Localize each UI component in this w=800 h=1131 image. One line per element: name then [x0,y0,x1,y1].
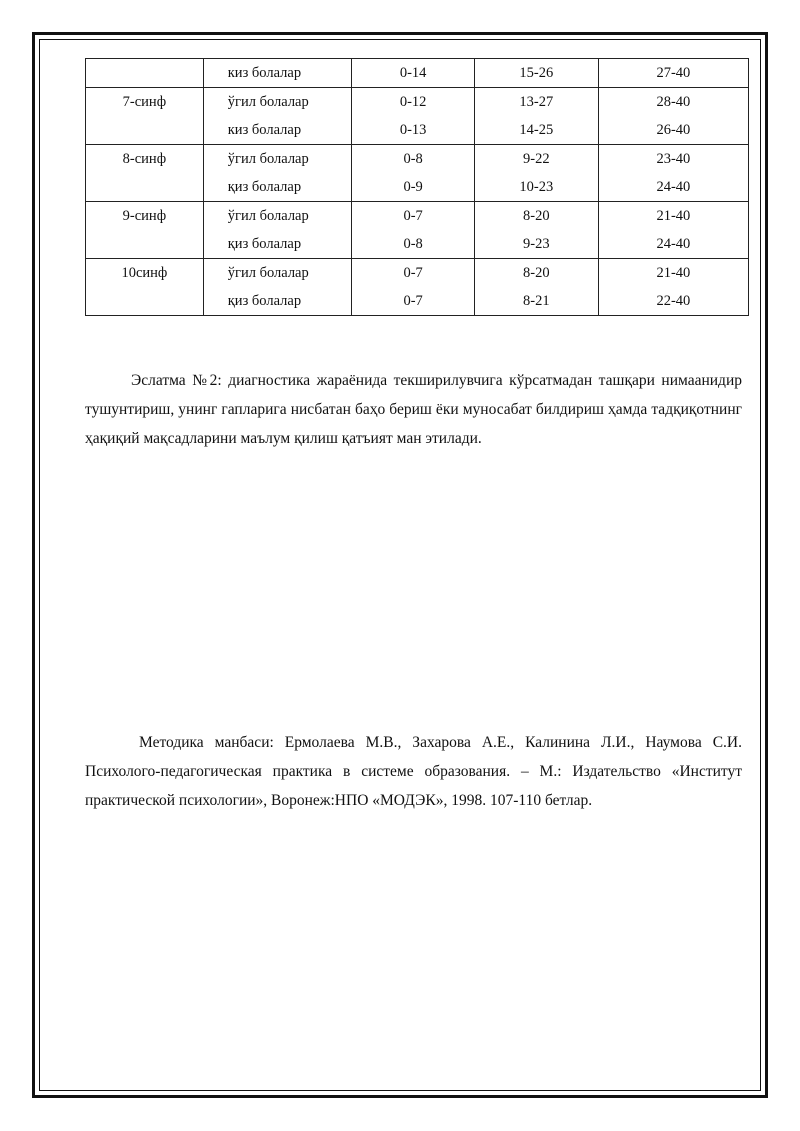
range-mid-cell: 8-21 [474,287,598,316]
range-high-cell: 21-40 [598,259,748,288]
range-mid-cell: 8-20 [474,202,598,231]
range-low-cell: 0-7 [352,202,475,231]
range-high-cell: 23-40 [598,145,748,174]
class-cell: 8-синф [86,145,204,174]
range-high-cell: 21-40 [598,202,748,231]
range-high-cell: 27-40 [598,59,748,88]
gender-cell: киз болалар [203,116,352,145]
range-low-cell: 0-7 [352,259,475,288]
range-high-cell: 28-40 [598,88,748,117]
range-low-cell: 0-8 [352,230,475,259]
range-high-cell: 24-40 [598,230,748,259]
range-low-cell: 0-13 [352,116,475,145]
range-mid-cell: 9-23 [474,230,598,259]
range-mid-cell: 9-22 [474,145,598,174]
range-low-cell: 0-8 [352,145,475,174]
range-low-cell: 0-7 [352,287,475,316]
table-row [86,259,749,288]
gender-cell: ўгил болалар [203,259,352,288]
table-row [86,145,749,174]
class-cell [86,116,204,145]
range-low-cell: 0-9 [352,173,475,202]
gender-cell: ўгил болалар [203,88,352,117]
class-cell [86,59,204,88]
table-row [86,59,749,88]
range-low-cell: 0-12 [352,88,475,117]
gender-cell: қиз болалар [203,173,352,202]
table-row [86,230,749,259]
note-paragraph: Эслатма №2: диагностика жараёнида текширилувчига кўрсатмадан ташқари нимаанидир тушунтириш, унинг гапларига нисбатан баҳо бериш ёки муносабат билдириш ҳамда тадқиқотнинг ҳақиқий мақсадларини маълум қилиш қатъият ман этилади. [85,372,742,447]
source-paragraph: Методика манбаси: Ермолаева М.В., Захарова А.Е., Калинина Л.И., Наумова С.И. Психолого-педагогическая практика в системе образования. – М.: Издательство «Институт практической психологии», Воронеж:НПО «МОДЭК», 1998. 107-110 бетлар. [85,734,742,809]
results-table [85,58,749,316]
table-row [86,287,749,316]
table-row [86,202,749,231]
range-mid-cell: 13-27 [474,88,598,117]
range-high-cell: 26-40 [598,116,748,145]
gender-cell: ўгил болалар [203,145,352,174]
range-mid-cell: 14-25 [474,116,598,145]
table-row [86,116,749,145]
class-cell [86,230,204,259]
table-row [86,88,749,117]
gender-cell: киз болалар [203,59,352,88]
class-cell [86,287,204,316]
range-mid-cell: 10-23 [474,173,598,202]
gender-cell: қиз болалар [203,287,352,316]
range-mid-cell: 15-26 [474,59,598,88]
gender-cell: ўгил болалар [203,202,352,231]
gender-cell: қиз болалар [203,230,352,259]
class-cell [86,173,204,202]
table-row [86,173,749,202]
class-cell: 7-синф [86,88,204,117]
range-high-cell: 24-40 [598,173,748,202]
range-high-cell: 22-40 [598,287,748,316]
range-low-cell: 0-14 [352,59,475,88]
class-cell: 9-синф [86,202,204,231]
class-cell: 10синф [86,259,204,288]
range-mid-cell: 8-20 [474,259,598,288]
